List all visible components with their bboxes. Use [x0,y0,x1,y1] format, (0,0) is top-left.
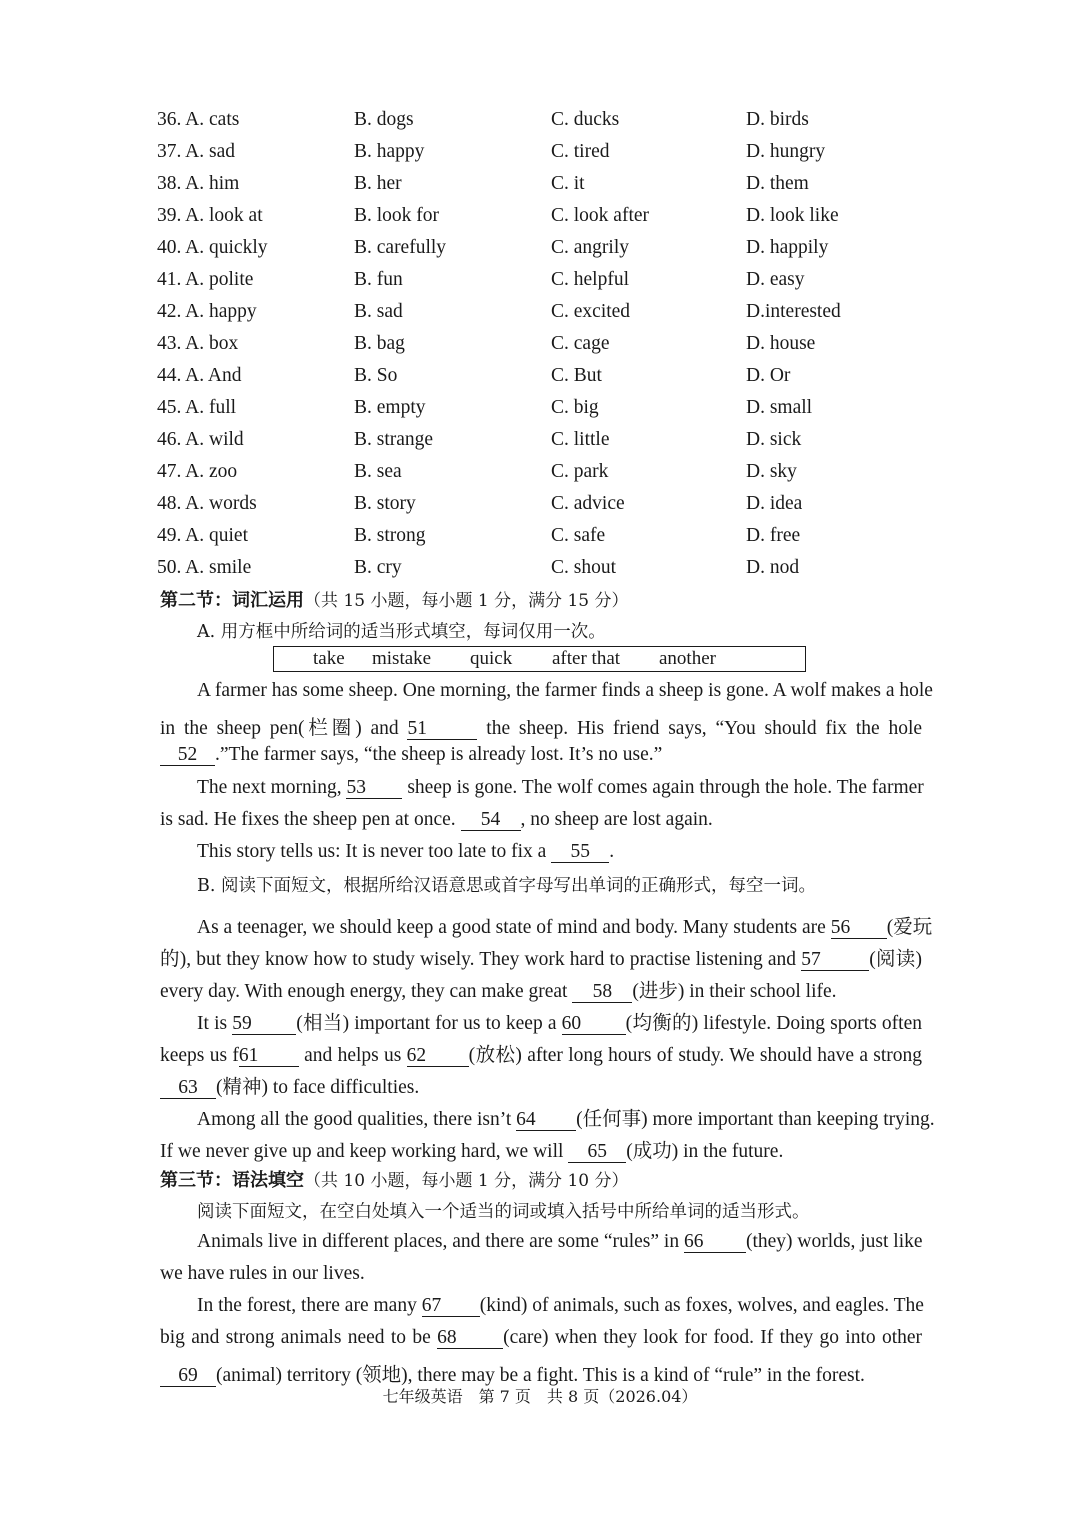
blank-57[interactable]: 57 [801,950,869,971]
choice-row [0,264,1080,296]
option-c[interactable]: C. helpful [551,269,629,290]
word-box-item: after that [552,648,621,669]
option-c[interactable]: C. cage [551,333,610,354]
option-c[interactable]: C. little [551,429,610,450]
option-b[interactable]: B. sad [354,301,403,322]
option-c[interactable]: C. big [551,397,599,418]
blank-54[interactable]: 54 [461,810,521,831]
choice-row [0,488,1080,520]
passage-b-line: every day. With enough energy, they can make great 58 (进步) in their school life. [160,981,837,1002]
passage-a-line: This story tells us: It is never too late to fix a 55 . [197,841,615,862]
option-a[interactable]: 39. A. look at [157,205,263,226]
option-d[interactable]: D. look like [746,205,839,226]
blank-53[interactable]: 53 [346,778,402,799]
word-box-item: take [313,648,345,669]
blank-61[interactable]: 61 [239,1046,299,1067]
option-b[interactable]: B. her [354,173,402,194]
blank-55[interactable]: 55 [551,842,609,863]
option-b[interactable]: B. strong [354,525,426,546]
option-c[interactable]: C. angrily [551,237,629,258]
passage-b-line: If we never give up and keep working hard, we will 65 (成功) in the future. [160,1141,784,1162]
option-a[interactable]: 38. A. him [157,173,240,194]
option-a[interactable]: 37. A. sad [157,141,235,162]
option-d[interactable]: D. house [746,333,816,354]
passage-a-line: The next morning, 53 sheep is gone. The wolf comes again through the hole. The farmer [197,777,924,798]
passage-b-line: 63 (精神) to face difficulties. [160,1071,922,1099]
passage-a-line: A farmer has some sheep. One morning, the farmer finds a sheep is gone. A wolf makes a hole [197,680,933,701]
option-a[interactable]: 41. A. polite [157,269,254,290]
option-d[interactable]: D. Or [746,365,791,386]
choice-row [0,168,1080,200]
option-d[interactable]: D. idea [746,493,803,514]
word-box-item: another [659,648,716,669]
blank-59[interactable]: 59 [232,1014,296,1035]
option-d[interactable]: D. nod [746,557,800,578]
option-d[interactable]: D. birds [746,109,809,130]
option-c[interactable]: C. shout [551,557,617,578]
option-d[interactable]: D. hungry [746,141,826,162]
blank-68[interactable]: 68 [437,1328,503,1349]
option-a[interactable]: 36. A. cats [157,109,240,130]
passage-a-line: is sad. He fixes the sheep pen at once. 54 , no sheep are lost again. [160,809,713,830]
passage-b-line: As a teenager, we should keep a good state of mind and body. Many students are 56 (爱玩 [197,917,933,938]
option-a[interactable]: 48. A. words [157,493,257,514]
option-a[interactable]: 45. A. full [157,397,237,418]
grammar-line: we have rules in our lives. [160,1263,365,1284]
word-box-item: quick [470,648,513,669]
option-b[interactable]: B. sea [354,461,402,482]
option-d[interactable]: D. sick [746,429,802,450]
option-a[interactable]: 43. A. box [157,333,239,354]
option-d[interactable]: D. free [746,525,801,546]
blank-64[interactable]: 64 [516,1110,576,1131]
option-b[interactable]: B. happy [354,141,425,162]
blank-62[interactable]: 62 [407,1046,469,1067]
choice-row [0,456,1080,488]
choice-row [0,360,1080,392]
partA-instruction: A. 用方框中所给词的适当形式填空，每词仅用一次。 [197,622,606,642]
passage-a-line: 52 .”The farmer says, “the sheep is already lost. It’s no use.” [160,744,922,766]
option-d[interactable]: D. sky [746,461,797,482]
option-d[interactable]: D. small [746,397,813,418]
passage-b-line: 的), but they know how to study wisely. They work hard to practise listening and 57 (阅读) [160,949,923,970]
option-b[interactable]: B. look for [354,205,440,226]
blank-60[interactable]: 60 [562,1014,626,1035]
choice-row [0,392,1080,424]
blank-63[interactable]: 63 [160,1078,216,1099]
option-a[interactable]: 50. A. smile [157,557,252,578]
word-box [273,646,806,672]
blank-65[interactable]: 65 [568,1142,626,1163]
option-c[interactable]: C. safe [551,525,606,546]
multiple-choice-options [0,104,1080,584]
blank-67[interactable]: 67 [422,1296,480,1317]
option-a[interactable]: 42. A. happy [157,301,257,322]
blank-58[interactable]: 58 [572,982,632,1003]
option-b[interactable]: B. empty [354,397,426,418]
option-a[interactable]: 44. A. And [157,365,242,386]
blank-56[interactable]: 56 [831,918,887,939]
option-d[interactable]: D. happily [746,237,829,258]
grammar-line: In the forest, there are many 67 (kind) of animals, such as foxes, wolves, and eagles. The [197,1295,924,1316]
option-b[interactable]: B. fun [354,269,403,290]
option-d[interactable]: D. them [746,173,809,194]
option-c[interactable]: C. advice [551,493,625,514]
option-c[interactable]: C. tired [551,141,610,162]
grammar-line: 69 (animal) territory (领地), there may be a fight. This is a kind of “rule” in the forest. [160,1359,922,1387]
choice-row [0,552,1080,584]
grammar-line: big and strong animals need to be 68 (care) when they look for food. If they go into other [160,1327,923,1348]
option-b[interactable]: B. strange [354,429,434,450]
choice-row [0,136,1080,168]
blank-69[interactable]: 69 [160,1366,216,1387]
passage-b-line: keeps us f61 and helps us 62 (放松) after long hours of study. We should have a strong [160,1045,923,1066]
option-c[interactable]: C. ducks [551,109,620,130]
choice-row [0,200,1080,232]
option-c[interactable]: C. look after [551,205,650,226]
option-a[interactable]: 46. A. wild [157,429,244,450]
blank-52[interactable]: 52 [160,745,215,766]
page-footer: 七年级英语 第 7 页 共 8 页（2026.04） [382,1387,698,1406]
option-c[interactable]: C. But [551,365,602,386]
section2-heading: 第二节：词汇运用（共 15 小题，每小题 1 分，满分 15 分） [160,590,629,611]
choice-row [0,232,1080,264]
blank-51[interactable]: 51 [407,719,477,740]
option-d[interactable]: D. easy [746,269,805,290]
blank-66[interactable]: 66 [684,1232,746,1253]
partB-instruction: B. 阅读下面短文，根据所给汉语意思或首字母写出单词的正确形式，每空一词。 [197,876,816,896]
option-b[interactable]: B. cry [354,557,402,578]
option-b[interactable]: B. story [354,493,416,514]
section3-instruction: 阅读下面短文，在空白处填入一个适当的词或填入括号中所给单词的适当形式。 [197,1202,810,1222]
section3-heading: 第三节：语法填空（共 10 小题，每小题 1 分，满分 10 分） [160,1170,629,1191]
option-a[interactable]: 47. A. zoo [157,461,238,482]
option-a[interactable]: 40. A. quickly [157,237,268,258]
word-box-item: mistake [372,648,432,669]
option-c[interactable]: C. park [551,461,609,482]
option-d[interactable]: D.interested [746,301,841,322]
option-b[interactable]: B. carefully [354,237,447,258]
choice-row [0,328,1080,360]
option-b[interactable]: B. bag [354,333,405,354]
passage-b-line: It is 59 (相当) important for us to keep a 60 (均衡的) lifestyle. Doing sports often [197,1013,922,1034]
choice-row [0,104,1080,136]
choice-row [0,296,1080,328]
passage-a-line: in the sheep pen(栏圈) and 51 the sheep. His friend says, “You should fix the hole [160,718,923,739]
option-b[interactable]: B. dogs [354,109,414,130]
choice-row [0,424,1080,456]
passage-b-line: Among all the good qualities, there isn’t 64 (任何事) more important than keeping trying. [197,1109,935,1130]
option-c[interactable]: C. it [551,173,585,194]
option-b[interactable]: B. So [354,365,398,386]
choice-row [0,520,1080,552]
option-a[interactable]: 49. A. quiet [157,525,248,546]
option-c[interactable]: C. excited [551,301,631,322]
grammar-line: Animals live in different places, and there are some “rules” in 66 (they) worlds, just like [197,1231,923,1252]
